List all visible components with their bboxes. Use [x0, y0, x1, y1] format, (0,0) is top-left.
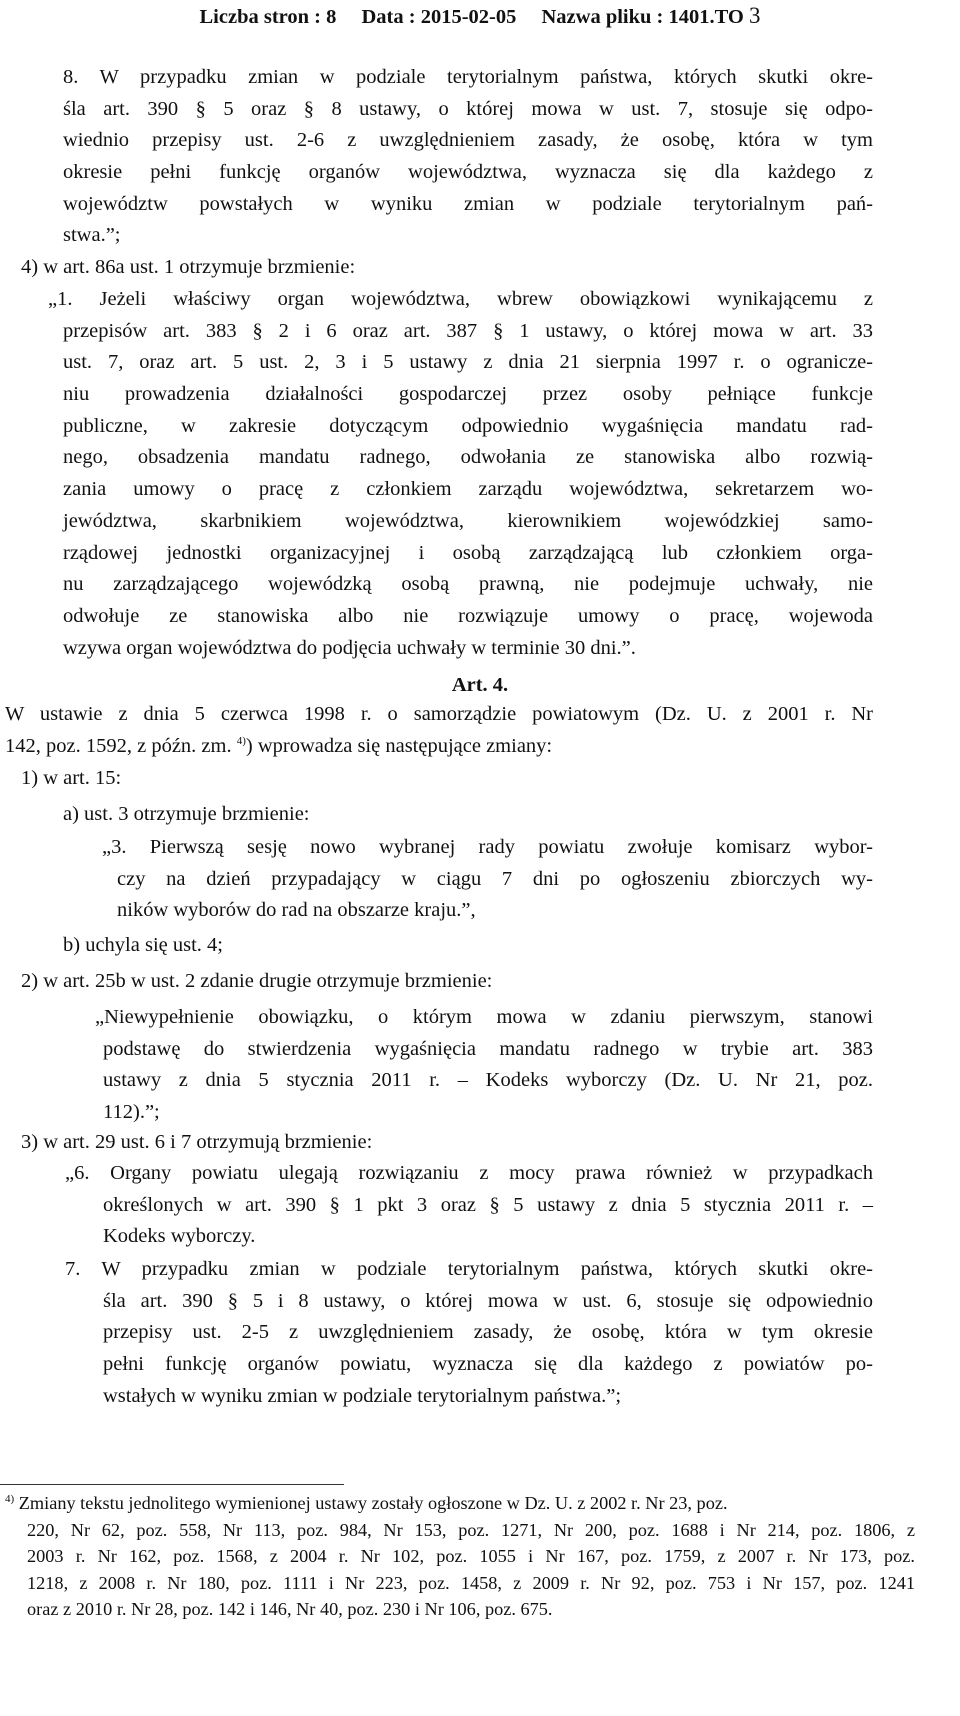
point-text: b) uchyla się ust. 4;	[63, 934, 223, 956]
footnote-line: 220, Nr 62, poz. 558, Nr 113, poz. 984, Nr 153, poz. 1271, Nr 200, poz. 1688 i Nr 214, poz. 1806, z	[27, 1519, 915, 1540]
date-value: 2015-02-05	[420, 6, 517, 28]
pages-label: Liczba stron :	[199, 6, 321, 28]
text-line: „1. Jeżeli właściwy organ województwa, wbrew obowiązkowi wynikającemu z	[48, 288, 873, 310]
point-1a-quote	[102, 832, 873, 927]
point-1a	[63, 799, 310, 831]
text-line: wzywa organ województwa do podjęcia uchwały w terminie 30 dni.”.	[63, 636, 636, 659]
page-header	[0, 2, 960, 31]
footnote	[5, 1490, 915, 1623]
text-line	[5, 731, 873, 763]
text-line: przepisy ust. 2-5 z uwzględnieniem zasady, że osobę, która w tym okresie	[103, 1321, 873, 1344]
text-line: ust. 7, oraz art. 5 ust. 2, 3 i 5 ustawy z dnia 21 sierpnia 1997 r. o ogranicze-	[63, 351, 873, 374]
item-4-quote	[48, 284, 873, 664]
article-title-text: Art. 4.	[451, 674, 509, 696]
text-line: W ustawie z dnia 5 czerwca 1998 r. o samorządzie powiatowym (Dz. U. z 2001 r. Nr	[5, 703, 873, 725]
article-intro	[5, 699, 873, 762]
date-label: Data :	[361, 6, 416, 28]
text-line: publiczne, w zakresie dotyczącym odpowiednio wygaśnięcia mandatu rad-	[63, 414, 873, 437]
text-line: ników wyborów do rad na obszarze kraju.”,	[117, 899, 476, 922]
intro-text: 142, poz. 1592, z późn. zm.	[5, 734, 232, 757]
point-text: 1) w art. 15:	[21, 767, 122, 789]
text-line: „6. Organy powiatu ulegają rozwiązaniu z mocy prawa również w przypadkach	[65, 1162, 873, 1184]
text-line: „Niewypełnienie obowiązku, o którym mowa w zdaniu pierwszym, stanowi	[95, 1006, 873, 1028]
text-line: śla art. 390 § 5 i 8 ustawy, o której mowa w ust. 6, stosuje się odpowiednio	[103, 1289, 873, 1312]
text-line: czy na dzień przypadający w ciągu 7 dni po ogłoszeniu zbiorczych wy-	[117, 867, 873, 890]
text-line: rządowej jednostki organizacyjnej i osobą zarządzającą lub członkiem orga-	[63, 541, 873, 564]
text-line: „3. Pierwszą sesję nowo wybranej rady powiatu zwołuje komisarz wybor-	[102, 836, 873, 858]
footnote-line	[5, 1490, 915, 1517]
point-1	[21, 763, 121, 795]
point-2-quote	[95, 1002, 873, 1129]
point-text: 2) w art. 25b w ust. 2 zdanie drugie otrzymuje brzmienie:	[21, 970, 493, 992]
text-line: jewództwa, skarbnikiem województwa, kierownikiem wojewódzkiej samo-	[63, 509, 873, 532]
text-line: zania umowy o pracę z członkiem zarządu województwa, sekretarzem wo-	[63, 478, 873, 501]
footnote-line: 2003 r. Nr 162, poz. 1568, z 2004 r. Nr 102, poz. 1055 i Nr 167, poz. 1759, z 2007 r. Nr 173, poz.	[27, 1546, 915, 1566]
article-title	[0, 670, 960, 702]
footnote-text: Zmiany tekstu jednolitego wymienionej ustawy zostały ogłoszone w Dz. U. z 2002 r. Nr 23, poz.	[18, 1493, 728, 1513]
item-heading-text: 4) w art. 86a ust. 1 otrzymuje brzmienie:	[21, 256, 356, 278]
file-label: Nazwa pliku :	[541, 6, 664, 28]
text-line: województw powstałych w wyniku zmian w podziale terytorialnym pań-	[63, 192, 873, 215]
text-line: pełni funkcję organów powiatu, wyznacza się dla każdego z powiatów po-	[103, 1353, 873, 1376]
text-line: okresie pełni funkcję organów województwa, wyznacza się dla każdego z	[63, 161, 873, 184]
point-text: a) ust. 3 otrzymuje brzmienie:	[63, 803, 310, 825]
text-line: podstawę do stwierdzenia wygaśnięcia mandatu radnego w trybie art. 383	[103, 1037, 873, 1060]
text-line: śla art. 390 § 5 oraz § 8 ustawy, o której mowa w ust. 7, stosuje się odpo-	[63, 97, 873, 120]
file-value: 1401.TO	[668, 6, 744, 28]
item-4-heading	[21, 252, 355, 284]
point-2	[21, 966, 492, 998]
text-line: ustawy z dnia 5 stycznia 2011 r. – Kodeks wyborczy (Dz. U. Nr 21, poz.	[103, 1069, 873, 1092]
footnote-line: oraz z 2010 r. Nr 28, poz. 142 i 146, Nr 40, poz. 230 i Nr 106, poz. 675.	[27, 1599, 553, 1619]
footnote-marker: 4)	[5, 1492, 15, 1505]
text-line: 112).”;	[103, 1101, 160, 1124]
text-line: 8. W przypadku zmian w podziale terytorialnym państwa, których skutki okre-	[63, 66, 873, 88]
text-line: wiednio przepisy ust. 2-6 z uwzględnieniem zasady, że osobę, która w tym	[63, 129, 873, 152]
pages-value: 8	[326, 6, 337, 28]
page-number: 3	[749, 3, 761, 28]
intro-text: ) wprowadza się następujące zmiany:	[245, 734, 553, 757]
point-3-ust-6	[65, 1158, 873, 1253]
text-line: nego, obsadzenia mandatu radnego, odwołania ze stanowiska albo rozwią-	[63, 446, 873, 469]
text-line: określonych w art. 390 § 1 pkt 3 oraz § 5 ustawy z dnia 5 stycznia 2011 r. –	[103, 1193, 873, 1216]
paragraph-8-continuation	[63, 62, 873, 252]
footnote-line: 1218, z 2008 r. Nr 180, poz. 1111 i Nr 223, poz. 1458, z 2009 r. Nr 92, poz. 753 i Nr 157, poz. 1241	[27, 1572, 915, 1593]
text-line: Kodeks wyborczy.	[103, 1225, 256, 1248]
text-line: przepisów art. 383 § 2 i 6 oraz art. 387 § 1 ustawy, o której mowa w art. 33	[63, 319, 873, 342]
footnote-continuation	[5, 1517, 915, 1623]
text-line: niu prowadzenia działalności gospodarczej przez osoby pełniące funkcje	[63, 383, 873, 406]
footnote-reference: 4)	[236, 734, 246, 747]
text-line: nu zarządzającego wojewódzką osobą prawną, nie podejmuje uchwały, nie	[63, 573, 873, 596]
point-3-ust-7	[65, 1254, 873, 1412]
text-line: odwołuje ze stanowiska albo nie rozwiązuje umowy o pracę, wojewoda	[63, 604, 873, 627]
point-text: 3) w art. 29 ust. 6 i 7 otrzymują brzmienie:	[21, 1131, 373, 1153]
text-line: 7. W przypadku zmian w podziale terytorialnym państwa, których skutki okre-	[65, 1258, 873, 1280]
text-line: stwa.”;	[63, 224, 121, 247]
point-1b	[63, 930, 223, 962]
footnote-separator	[0, 1484, 344, 1485]
point-3	[21, 1127, 372, 1159]
text-line: wstałych w wyniku zmian w podziale terytorialnym państwa.”;	[103, 1384, 622, 1407]
